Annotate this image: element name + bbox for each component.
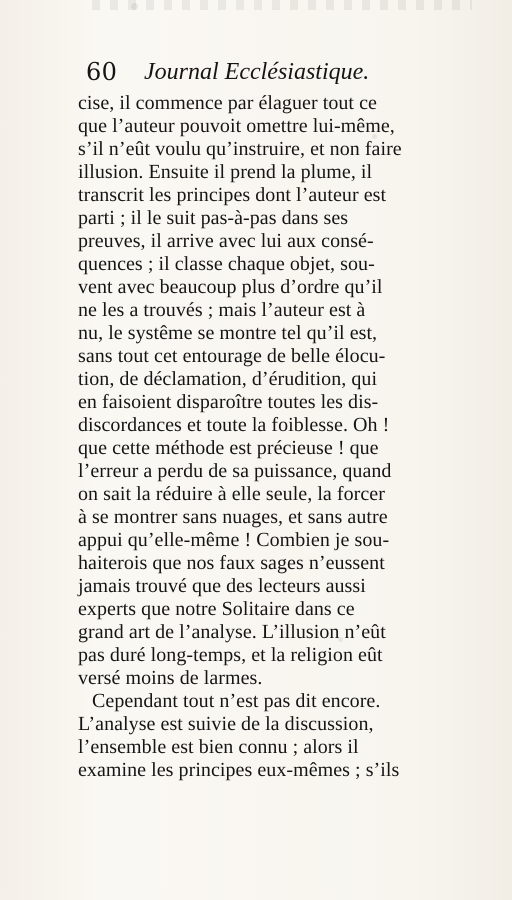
text-line: illusion. Ensuite il prend la plume, il [78, 161, 373, 183]
ink-spot [131, 3, 138, 10]
text-line: à se montrer sans nuages, et sans autre [78, 506, 388, 528]
text-line: jamais trouvé que des lecteurs aussi [78, 575, 366, 597]
text-line: Cependant tout n’est pas dit encore. [92, 690, 381, 712]
text-line: ne les a trouvés ; mais l’auteur est à [78, 299, 366, 321]
text-line: examine les principes eux-mêmes ; s’ils [78, 759, 400, 781]
running-title: Journal Ecclésiastique. [144, 59, 370, 85]
text-line: quences ; il classe chaque objet, sou- [78, 253, 375, 275]
ink-spot [372, 134, 377, 139]
text-line: pas duré long-temps, et la religion eût [78, 644, 383, 666]
text-line: preuves, il arrive avec lui aux consé- [78, 230, 374, 252]
text-line: tion, de déclamation, d’érudition, qui [78, 368, 378, 390]
text-line: discordances et toute la foiblesse. Oh ! [78, 414, 390, 436]
text-line: grand art de l’analyse. L’illusion n’eût [78, 621, 386, 643]
text-line: nu, le systême se montre tel qu’il est, [78, 322, 378, 344]
text-line: s’il n’eût voulu qu’instruire, et non faire [78, 138, 402, 160]
text-line: experts que notre Solitaire dans ce [78, 598, 355, 620]
text-line: cise, il commence par élaguer tout ce [78, 92, 377, 114]
text-line: en faisoient disparoître toutes les dis- [78, 391, 379, 413]
ink-spot [338, 637, 343, 642]
page-number: 60 [86, 58, 118, 86]
text-line: que l’auteur pouvoit omettre lui-même, [78, 115, 395, 137]
text-line: sans tout cet entourage de belle élocu- [78, 345, 386, 367]
text-line: L’analyse est suivie de la discussion, [78, 713, 374, 735]
text-line: vent avec beaucoup plus d’ordre qu’il [78, 276, 383, 298]
text-line: que cette méthode est précieuse ! que [78, 437, 379, 459]
text-line: on sait la réduire à elle seule, la forcer [78, 483, 385, 505]
ink-spot [248, 356, 254, 360]
text-line: parti ; il le suit pas-à-pas dans ses [78, 207, 349, 229]
text-line: haiterois que nos faux sages n’eussent [78, 552, 385, 574]
page-header [86, 57, 426, 87]
text-block [78, 90, 432, 790]
text-line: l’ensemble est bien connu ; alors il [78, 736, 359, 758]
text-line: l’erreur a perdu de sa puissance, quand [78, 460, 392, 482]
text-line: appui qu’elle-même ! Combien je sou- [78, 529, 390, 551]
text-line: transcrit les principes dont l’auteur est [78, 184, 387, 206]
text-line: versé moins de larmes. [78, 667, 263, 689]
ink-spot [325, 101, 333, 107]
top-bleed-through [92, 0, 472, 10]
